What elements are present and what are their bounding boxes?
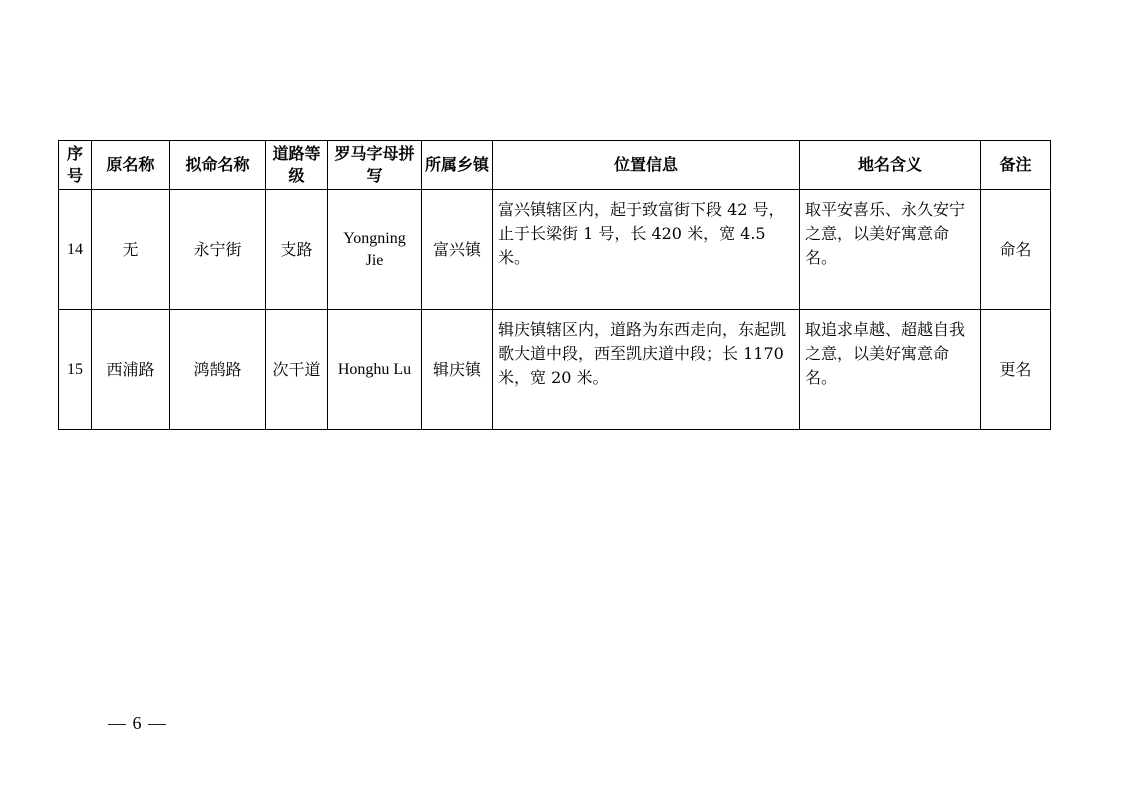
cell-remarks: 更名 (981, 310, 1051, 430)
cell-proposed-name: 鸿鹄路 (170, 310, 266, 430)
cell-romanization: Honghu Lu (328, 310, 422, 430)
cell-road-grade: 次干道 (266, 310, 328, 430)
road-naming-table (58, 140, 1051, 430)
table-row (59, 190, 1051, 310)
header-seq: 序号 (59, 141, 92, 190)
cell-township: 富兴镇 (422, 190, 493, 310)
page-number: — 6 — (108, 713, 167, 733)
cell-meaning: 取平安喜乐、永久安宁之意，以美好寓意命名。 (800, 190, 981, 310)
header-remarks: 备注 (981, 141, 1051, 190)
cell-proposed-name: 永宁街 (170, 190, 266, 310)
cell-road-grade: 支路 (266, 190, 328, 310)
table-header-row (59, 141, 1051, 190)
header-meaning: 地名含义 (800, 141, 981, 190)
header-township: 所属乡镇 (422, 141, 493, 190)
header-romanization: 罗马字母拼写 (328, 141, 422, 190)
cell-remarks: 命名 (981, 190, 1051, 310)
cell-location: 辑庆镇辖区内，道路为东西走向，东起凯歌大道中段，西至凯庆道中段；长 1170 米，宽 20 米。 (493, 310, 800, 430)
cell-location: 富兴镇辖区内，起于致富街下段 42 号，止于长梁街 1 号，长 420 米，宽 4.5 米。 (493, 190, 800, 310)
cell-seq: 15 (59, 310, 92, 430)
header-location: 位置信息 (493, 141, 800, 190)
cell-seq: 14 (59, 190, 92, 310)
table-row (59, 310, 1051, 430)
cell-original-name: 无 (92, 190, 170, 310)
header-original-name: 原名称 (92, 141, 170, 190)
cell-original-name: 西浦路 (92, 310, 170, 430)
header-proposed-name: 拟命名称 (170, 141, 266, 190)
cell-township: 辑庆镇 (422, 310, 493, 430)
cell-meaning: 取追求卓越、超越自我之意，以美好寓意命名。 (800, 310, 981, 430)
header-road-grade: 道路等级 (266, 141, 328, 190)
cell-romanization: Yongning Jie (328, 190, 422, 310)
